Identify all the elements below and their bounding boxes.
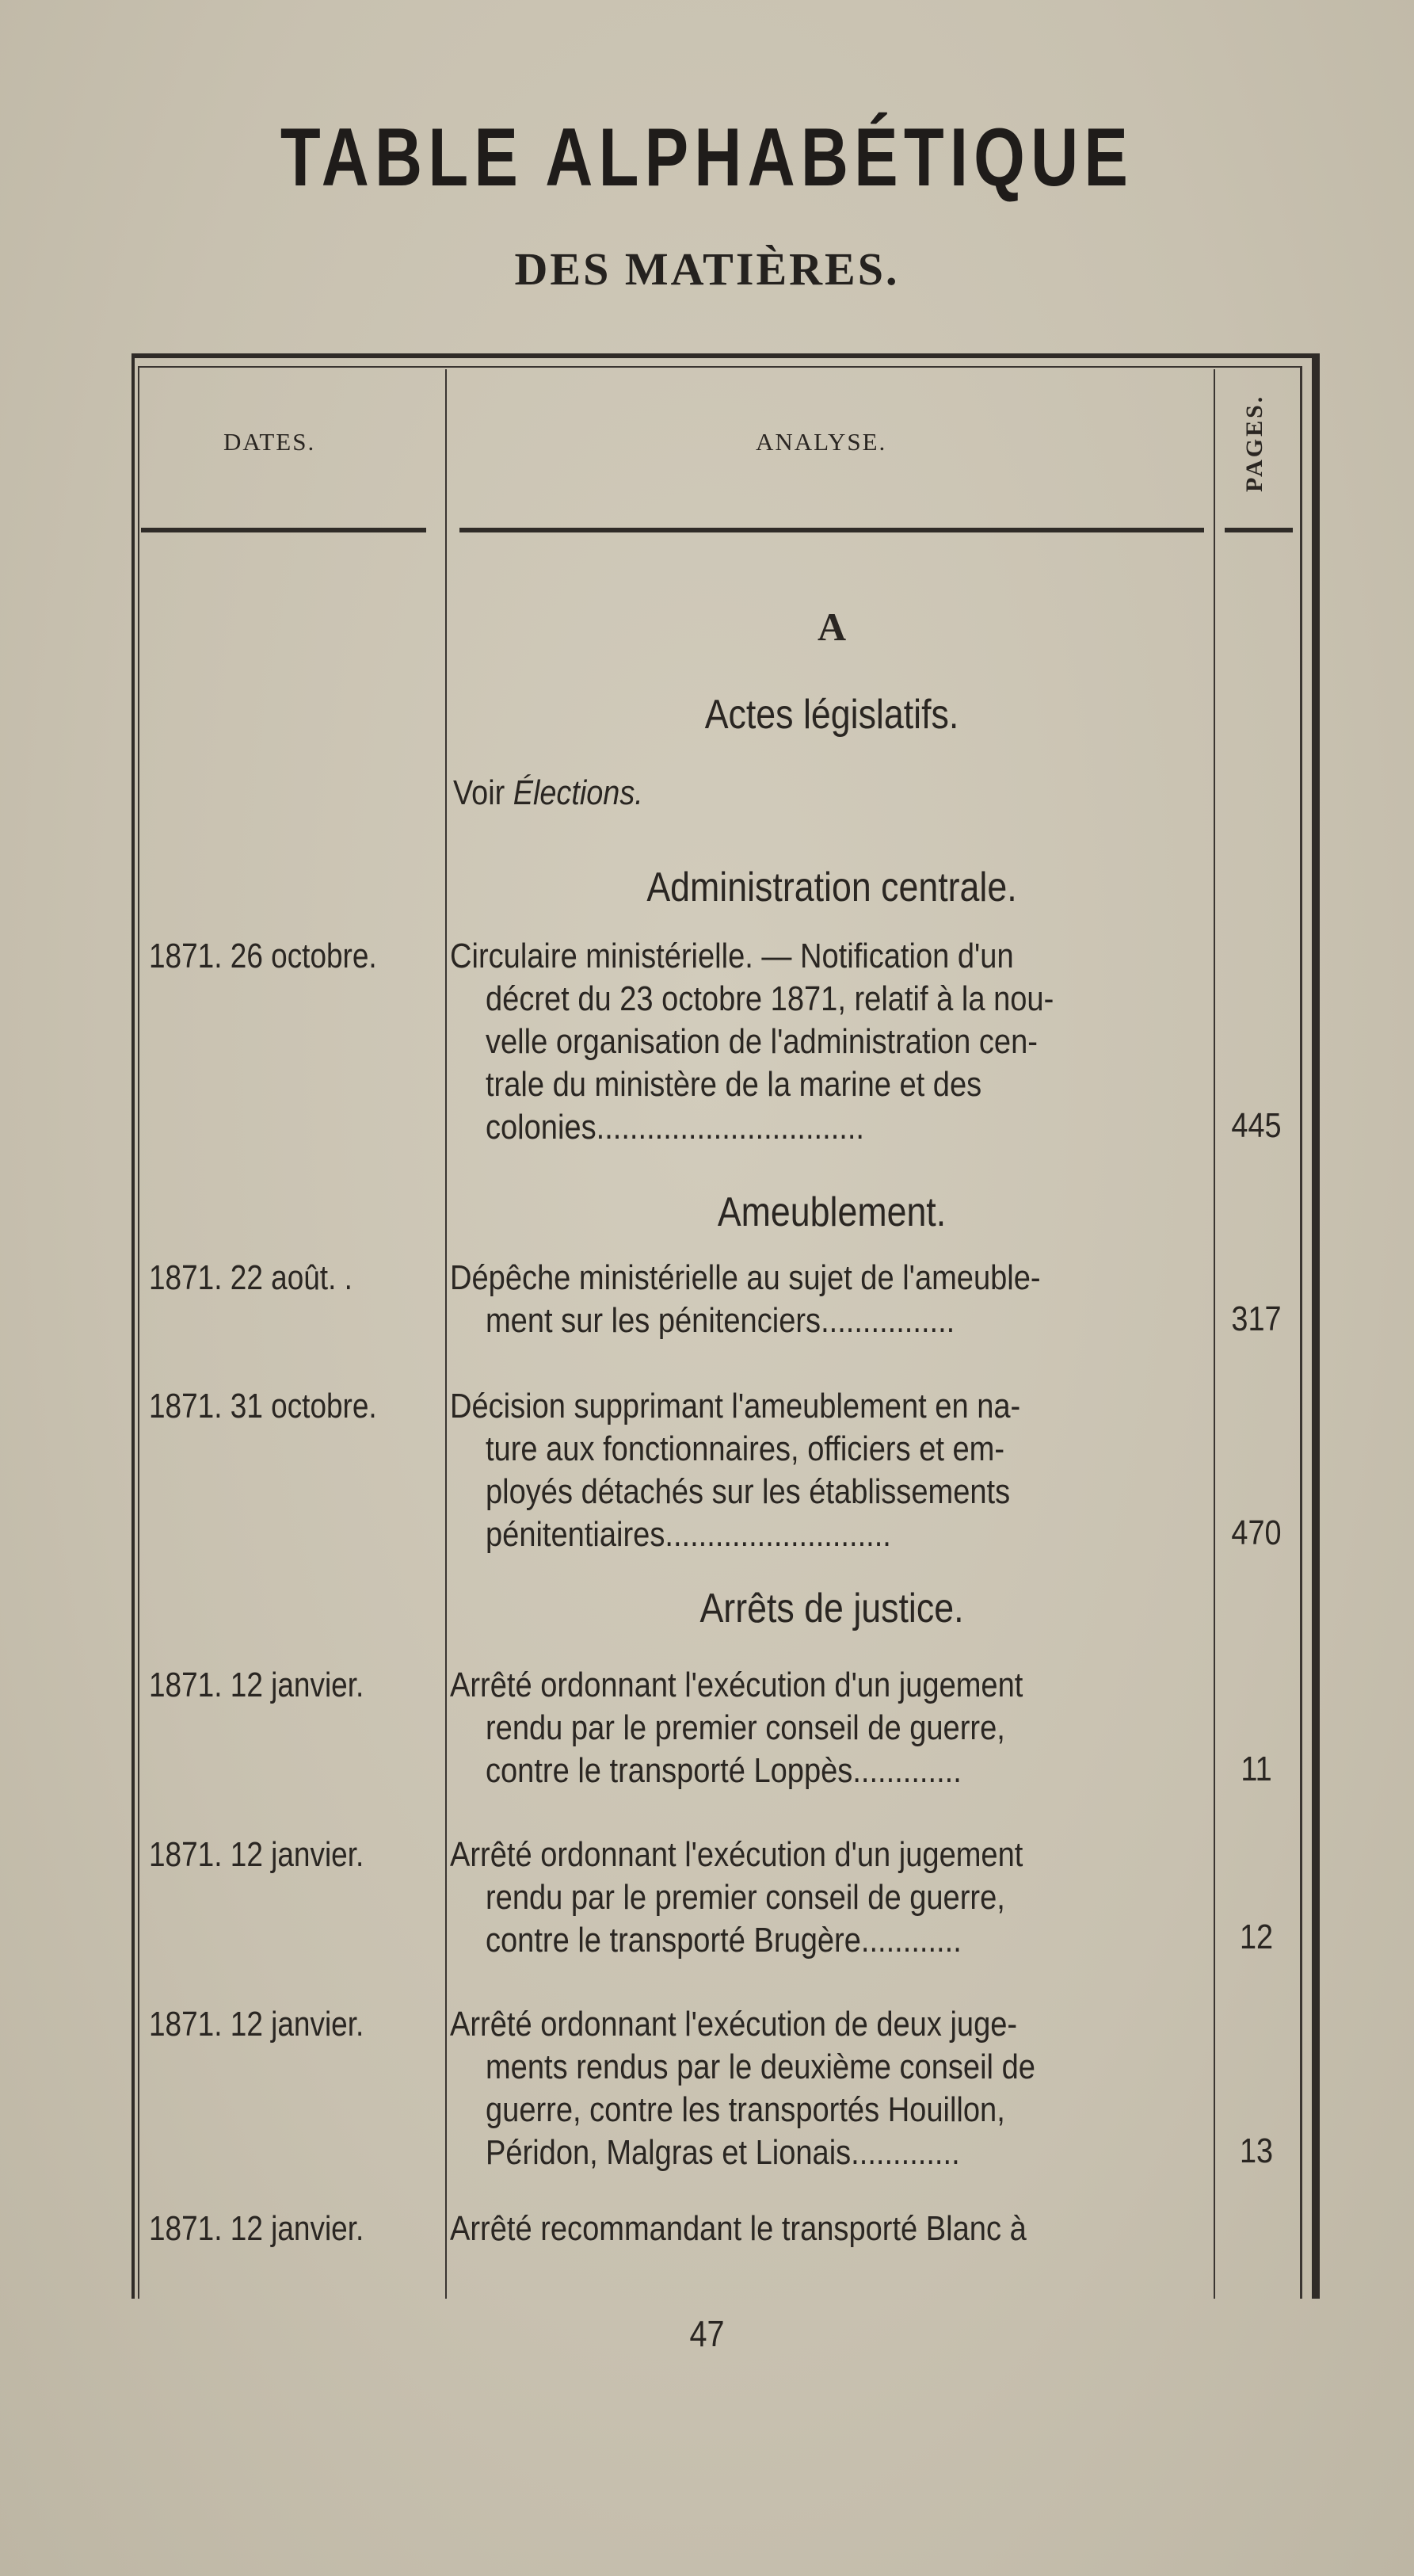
entry-date: 1871. 12 janvier. xyxy=(149,2005,364,2044)
header-dates: DATES. xyxy=(223,428,316,456)
entry-line: trale du ministère de la marine et des xyxy=(485,1065,982,1104)
index-letter: A xyxy=(817,605,847,649)
entry-text xyxy=(450,1834,1210,1962)
entry-page: 11 xyxy=(1241,1750,1272,1788)
entry-text xyxy=(450,1664,1210,1792)
page-number: 47 xyxy=(689,2313,725,2354)
entry-line: guerre, contre les transportés Houillon, xyxy=(485,2090,1005,2129)
entry-line: ments rendus par le deuxième conseil de xyxy=(485,2047,1035,2086)
see-also xyxy=(453,773,643,813)
entry-line: velle organisation de l'administration cen- xyxy=(485,1022,1038,1061)
column-divider-pages xyxy=(1214,369,1215,2299)
entry-line: contre le transporté Loppès............. xyxy=(485,1751,962,1790)
entry-text xyxy=(450,1385,1210,1556)
entry-date: 1871. 12 janvier. xyxy=(149,1835,364,1874)
entry-date: 1871. 12 janvier. xyxy=(149,2209,364,2248)
entry-page: 13 xyxy=(1239,2131,1274,2170)
page-title: TABLE ALPHABÉTIQUE xyxy=(280,112,1134,204)
entry-text xyxy=(450,2208,1210,2250)
entry-line: ployés détachés sur les établissements xyxy=(485,1472,1011,1511)
entry-line: pénitentiaires........................... xyxy=(485,1515,891,1554)
entry-date: 1871. 26 octobre. xyxy=(149,937,377,975)
section-heading: Ameublement. xyxy=(717,1189,947,1235)
entry-line: Arrêté ordonnant l'exécution d'un jugement xyxy=(450,1666,1023,1704)
header-pages: PAGES. xyxy=(1241,394,1267,492)
entry-line: ture aux fonctionnaires, officiers et em- xyxy=(485,1429,1005,1468)
section-heading: Administration centrale. xyxy=(646,864,1017,910)
header-rule-pages xyxy=(1225,528,1293,532)
entry-line: colonies................................ xyxy=(485,1108,865,1147)
section-heading: Actes législatifs. xyxy=(704,692,959,738)
entry-text xyxy=(450,935,1210,1149)
page-subtitle: DES MATIÈRES. xyxy=(514,243,900,295)
column-divider-dates xyxy=(445,369,447,2299)
see-also-prefix: Voir xyxy=(453,773,505,812)
entry-date: 1871. 12 janvier. xyxy=(149,1666,364,1704)
entry-text xyxy=(450,2003,1210,2174)
entry-date: 1871. 22 août. . xyxy=(149,1258,353,1297)
entry-line: contre le transporté Brugère............ xyxy=(485,1921,962,1960)
entry-page: 12 xyxy=(1239,1918,1274,1956)
entry-line: Arrêté recommandant le transporté Blanc à xyxy=(450,2209,1027,2248)
entry-line: Décision supprimant l'ameublement en na- xyxy=(450,1387,1021,1425)
see-also-target: Élections. xyxy=(513,773,643,812)
entry-text xyxy=(450,1257,1210,1342)
entry-line: Arrêté ordonnant l'exécution de deux juge- xyxy=(450,2005,1018,2044)
header-rule-dates xyxy=(141,528,426,532)
entry-line: Circulaire ministérielle. — Notification d'un xyxy=(450,937,1014,975)
entry-page: 470 xyxy=(1231,1513,1282,1552)
entry-line: rendu par le premier conseil de guerre, xyxy=(485,1878,1005,1917)
entry-line: décret du 23 octobre 1871, relatif à la nou- xyxy=(485,979,1054,1018)
entry-date: 1871. 31 octobre. xyxy=(149,1387,377,1425)
header-analyse: ANALYSE. xyxy=(756,428,887,456)
entry-line: Dépêche ministérielle au sujet de l'ameuble- xyxy=(450,1258,1041,1297)
entry-page: 317 xyxy=(1231,1299,1282,1338)
entry-line: rendu par le premier conseil de guerre, xyxy=(485,1708,1005,1747)
entry-line: Péridon, Malgras et Lionais............. xyxy=(485,2133,960,2172)
entry-page: 445 xyxy=(1231,1106,1282,1145)
entry-line: Arrêté ordonnant l'exécution d'un jugement xyxy=(450,1835,1023,1874)
entry-line: ment sur les pénitenciers................ xyxy=(485,1301,955,1340)
header-rule-analyse xyxy=(459,528,1204,532)
section-heading: Arrêts de justice. xyxy=(699,1586,964,1631)
